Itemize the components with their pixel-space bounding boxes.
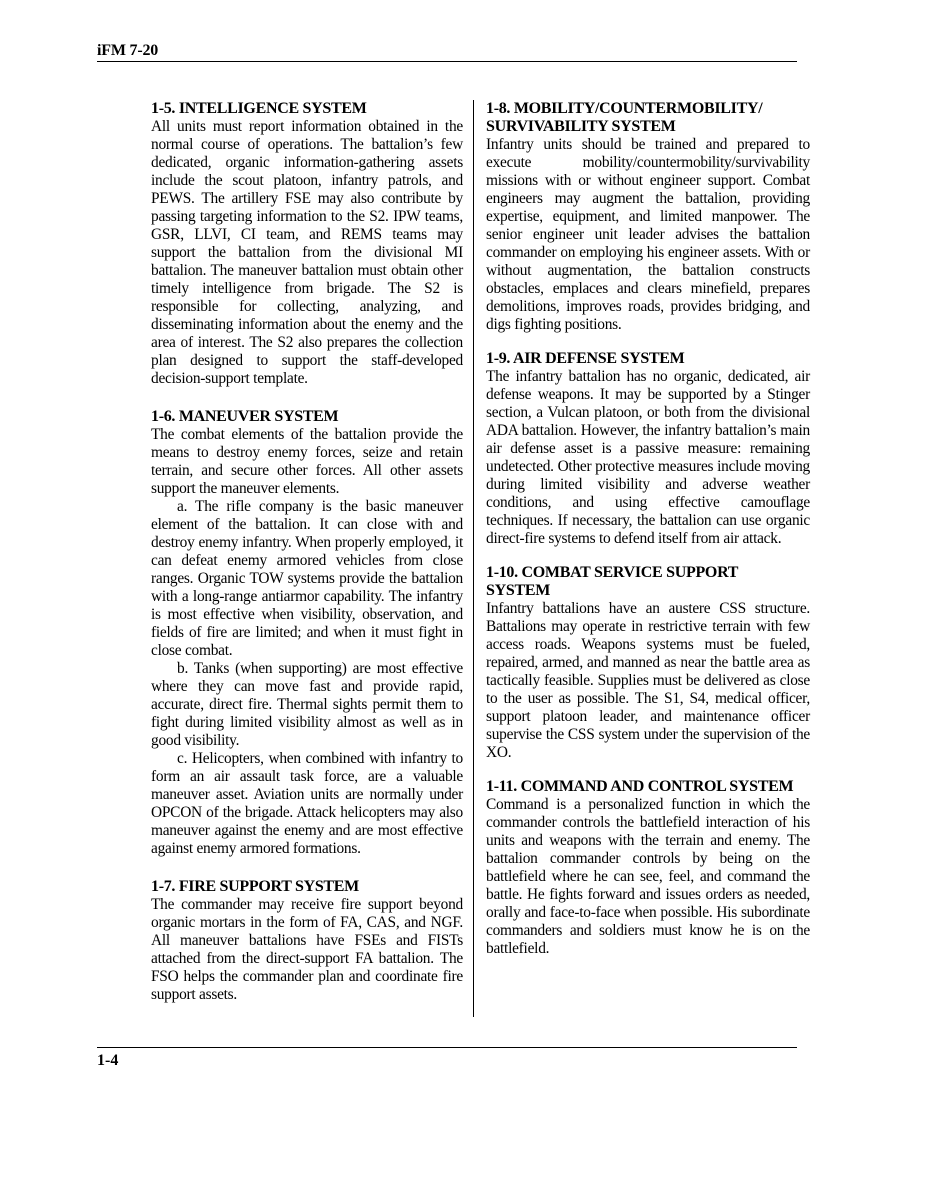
section-heading — [486, 100, 810, 136]
section-command-and-control-system — [486, 778, 810, 958]
page-number: 1-4 — [97, 1052, 119, 1069]
section-heading-line: 1-8. MOBILITY/COUNTERMOBILITY/ — [486, 100, 763, 117]
section-heading: 1-9. AIR DEFENSE SYSTEM — [486, 350, 685, 367]
section-heading-line: 1-10. COMBAT SERVICE SUPPORT — [486, 564, 739, 581]
column-divider — [473, 100, 474, 1017]
section-maneuver-system — [151, 408, 463, 858]
section-heading — [486, 564, 810, 600]
header-rule — [97, 61, 797, 62]
paragraph-a: a. The rifle company is the basic maneuver element of the battalion. It can close with and destroy enemy infantry. When properly employed, it can defeat enemy armored vehicles from close ranges. Organic TOW systems provide the battalion with a long-range antiarmor capability. The infantry is most effective when visibility, observation, and fields of fire are limited; and when it must fight in close combat. — [151, 498, 463, 659]
section-heading-line: SURVIVABILITY SYSTEM — [486, 118, 676, 135]
section-mobility-system — [486, 100, 810, 334]
paragraph: All units must report information obtained in the normal course of operations. The battalion’s few dedicated, organic information-gathering assets include the scout platoon, infantry patrols, and PEWS. The artillery FSE may also contribute by passing targeting information to the S2. IPW teams, GSR, LLVI, CI team, and REMS teams may support the battalion from the divisional MI battalion. The maneuver battalion must obtain other timely intelligence from brigade. The S2 is responsible for collecting, analyzing, and disseminating information about the enemy and the area of interest. The S2 also prepares the collection plan designed to support the staff-developed decision-support template. — [151, 118, 463, 387]
section-heading: 1-5. INTELLIGENCE SYSTEM — [151, 100, 367, 117]
section-air-defense-system — [486, 350, 810, 548]
running-header: iFM 7-20 — [97, 42, 159, 59]
paragraph: The combat elements of the battalion provide the means to destroy enemy forces, seize and retain terrain, and secure other forces. All other assets support the maneuver elements. — [151, 426, 463, 497]
section-heading: 1-6. MANEUVER SYSTEM — [151, 408, 339, 425]
footer-rule — [97, 1047, 797, 1048]
section-heading: 1-11. COMMAND AND CONTROL SYSTEM — [486, 778, 794, 795]
paragraph-b: b. Tanks (when supporting) are most effective where they can move fast and provide rapid, accurate, direct fire. Thermal sights permit them to fight during limited visibility almost as well as in good visibility. — [151, 660, 463, 749]
section-fire-support-system — [151, 878, 463, 1004]
section-intelligence-system — [151, 100, 463, 388]
paragraph: Command is a personalized function in which the commander controls the battlefield interaction of his units and weapons with the terrain and enemy. The battalion commander controls by being on the battlefield where he can see, feel, and command the battle. He fights forward and issues orders as needed, orally and face-to-face when possible. His subordinate commanders and soldiers must know he is on the battlefield. — [486, 796, 810, 957]
paragraph-c: c. Helicopters, when combined with infantry to form an air assault task force, are a valuable maneuver asset. Aviation units are normally under OPCON of the brigade. Attack helicopters may also maneuver against the enemy and are most effective against enemy armored formations. — [151, 750, 463, 857]
paragraph: The infantry battalion has no organic, dedicated, air defense weapons. It may be supported by a Stinger section, a Vulcan platoon, or both from the divisional ADA battalion. However, the infantry battalion’s main air defense asset is a passive measure: remaining undetected. Other protective measures include moving during limited visibility and adverse weather conditions, and using effective camouflage techniques. If necessary, the battalion can use organic direct-fire systems to defend itself from air attack. — [486, 368, 810, 547]
right-column — [486, 100, 810, 958]
paragraph: Infantry battalions have an austere CSS structure. Battalions may operate in restrictive terrain with few access roads. Weapons systems must be fueled, repaired, armed, and manned as near the battle area as tactically feasible. Supplies must be delivered as close to the user as possible. The S1, S4, medical officer, support platoon leader, and maintenance officer supervise the CSS system under the supervision of the XO. — [486, 600, 810, 761]
section-heading-line: SYSTEM — [486, 582, 550, 599]
left-column — [151, 100, 463, 1004]
section-heading: 1-7. FIRE SUPPORT SYSTEM — [151, 878, 359, 895]
paragraph: Infantry units should be trained and prepared to execute mobility/countermobility/survivability missions with or without engineer support. Combat engineers may augment the battalion, providing expertise, equipment, and limited manpower. The senior engineer unit leader advises the battalion commander on employing his engineer assets. With or without augmentation, the battalion constructs obstacles, emplaces and clears minefield, prepares demolitions, improves roads, provides bridging, and digs fighting positions. — [486, 136, 810, 333]
paragraph: The commander may receive fire support beyond organic mortars in the form of FA, CAS, and NGF. All maneuver battalions have FSEs and FISTs attached from the direct-support FA battalion. The FSO helps the commander plan and coordinate fire support assets. — [151, 896, 463, 1003]
section-combat-service-support-system — [486, 564, 810, 762]
